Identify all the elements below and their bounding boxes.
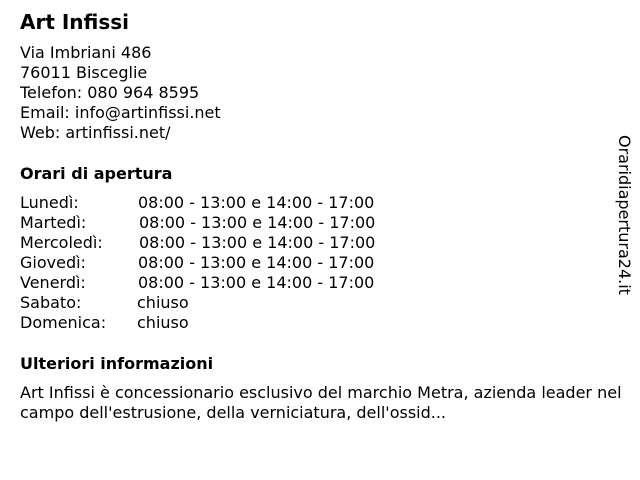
hours-row-saturday bbox=[20, 293, 440, 313]
hours-row-sunday bbox=[20, 313, 440, 333]
web-text: Web: artinfissi.net/ bbox=[20, 123, 171, 142]
hours-row-friday bbox=[20, 273, 440, 293]
phone-text: Telefon: 080 964 8595 bbox=[20, 83, 200, 102]
day-label: Domenica: bbox=[20, 313, 107, 332]
day-label: Venerdì: bbox=[20, 273, 86, 292]
day-label: Mercoledì: bbox=[20, 233, 103, 252]
hours-value: 08:00 - 13:00 e 14:00 - 17:00 bbox=[138, 273, 375, 292]
contact-block bbox=[20, 43, 221, 143]
hours-value: 08:00 - 13:00 e 14:00 - 17:00 bbox=[139, 213, 376, 232]
hours-row-wednesday bbox=[20, 233, 440, 253]
hours-table bbox=[20, 193, 440, 333]
hours-row-monday bbox=[20, 193, 440, 213]
business-name: Art Infissi bbox=[20, 10, 130, 34]
day-label: Sabato: bbox=[20, 293, 82, 312]
hours-row-tuesday bbox=[20, 213, 440, 233]
hours-value: chiuso bbox=[137, 313, 189, 332]
day-label: Giovedì: bbox=[20, 253, 86, 272]
info-heading: Ulteriori informazioni bbox=[20, 354, 214, 373]
hours-heading: Orari di apertura bbox=[20, 164, 173, 183]
email-text: Email: info@artinfissi.net bbox=[20, 103, 221, 122]
hours-value: 08:00 - 13:00 e 14:00 - 17:00 bbox=[139, 233, 376, 252]
hours-value: 08:00 - 13:00 e 14:00 - 17:00 bbox=[138, 253, 375, 272]
address-city: 76011 Bisceglie bbox=[20, 63, 148, 82]
brand-watermark: Oraridiapertura24.it bbox=[615, 135, 634, 295]
day-label: Martedì: bbox=[20, 213, 87, 232]
day-label: Lunedì: bbox=[20, 193, 79, 212]
hours-row-thursday bbox=[20, 253, 440, 273]
address-street: Via Imbriani 486 bbox=[20, 43, 152, 62]
hours-value: 08:00 - 13:00 e 14:00 - 17:00 bbox=[138, 193, 375, 212]
hours-value: chiuso bbox=[137, 293, 189, 312]
info-text: Art Infissi è concessionario esclusivo del marchio Metra, azienda leader nel campo dell'estrusione, della verniciatura, dell'ossid... bbox=[20, 383, 622, 422]
